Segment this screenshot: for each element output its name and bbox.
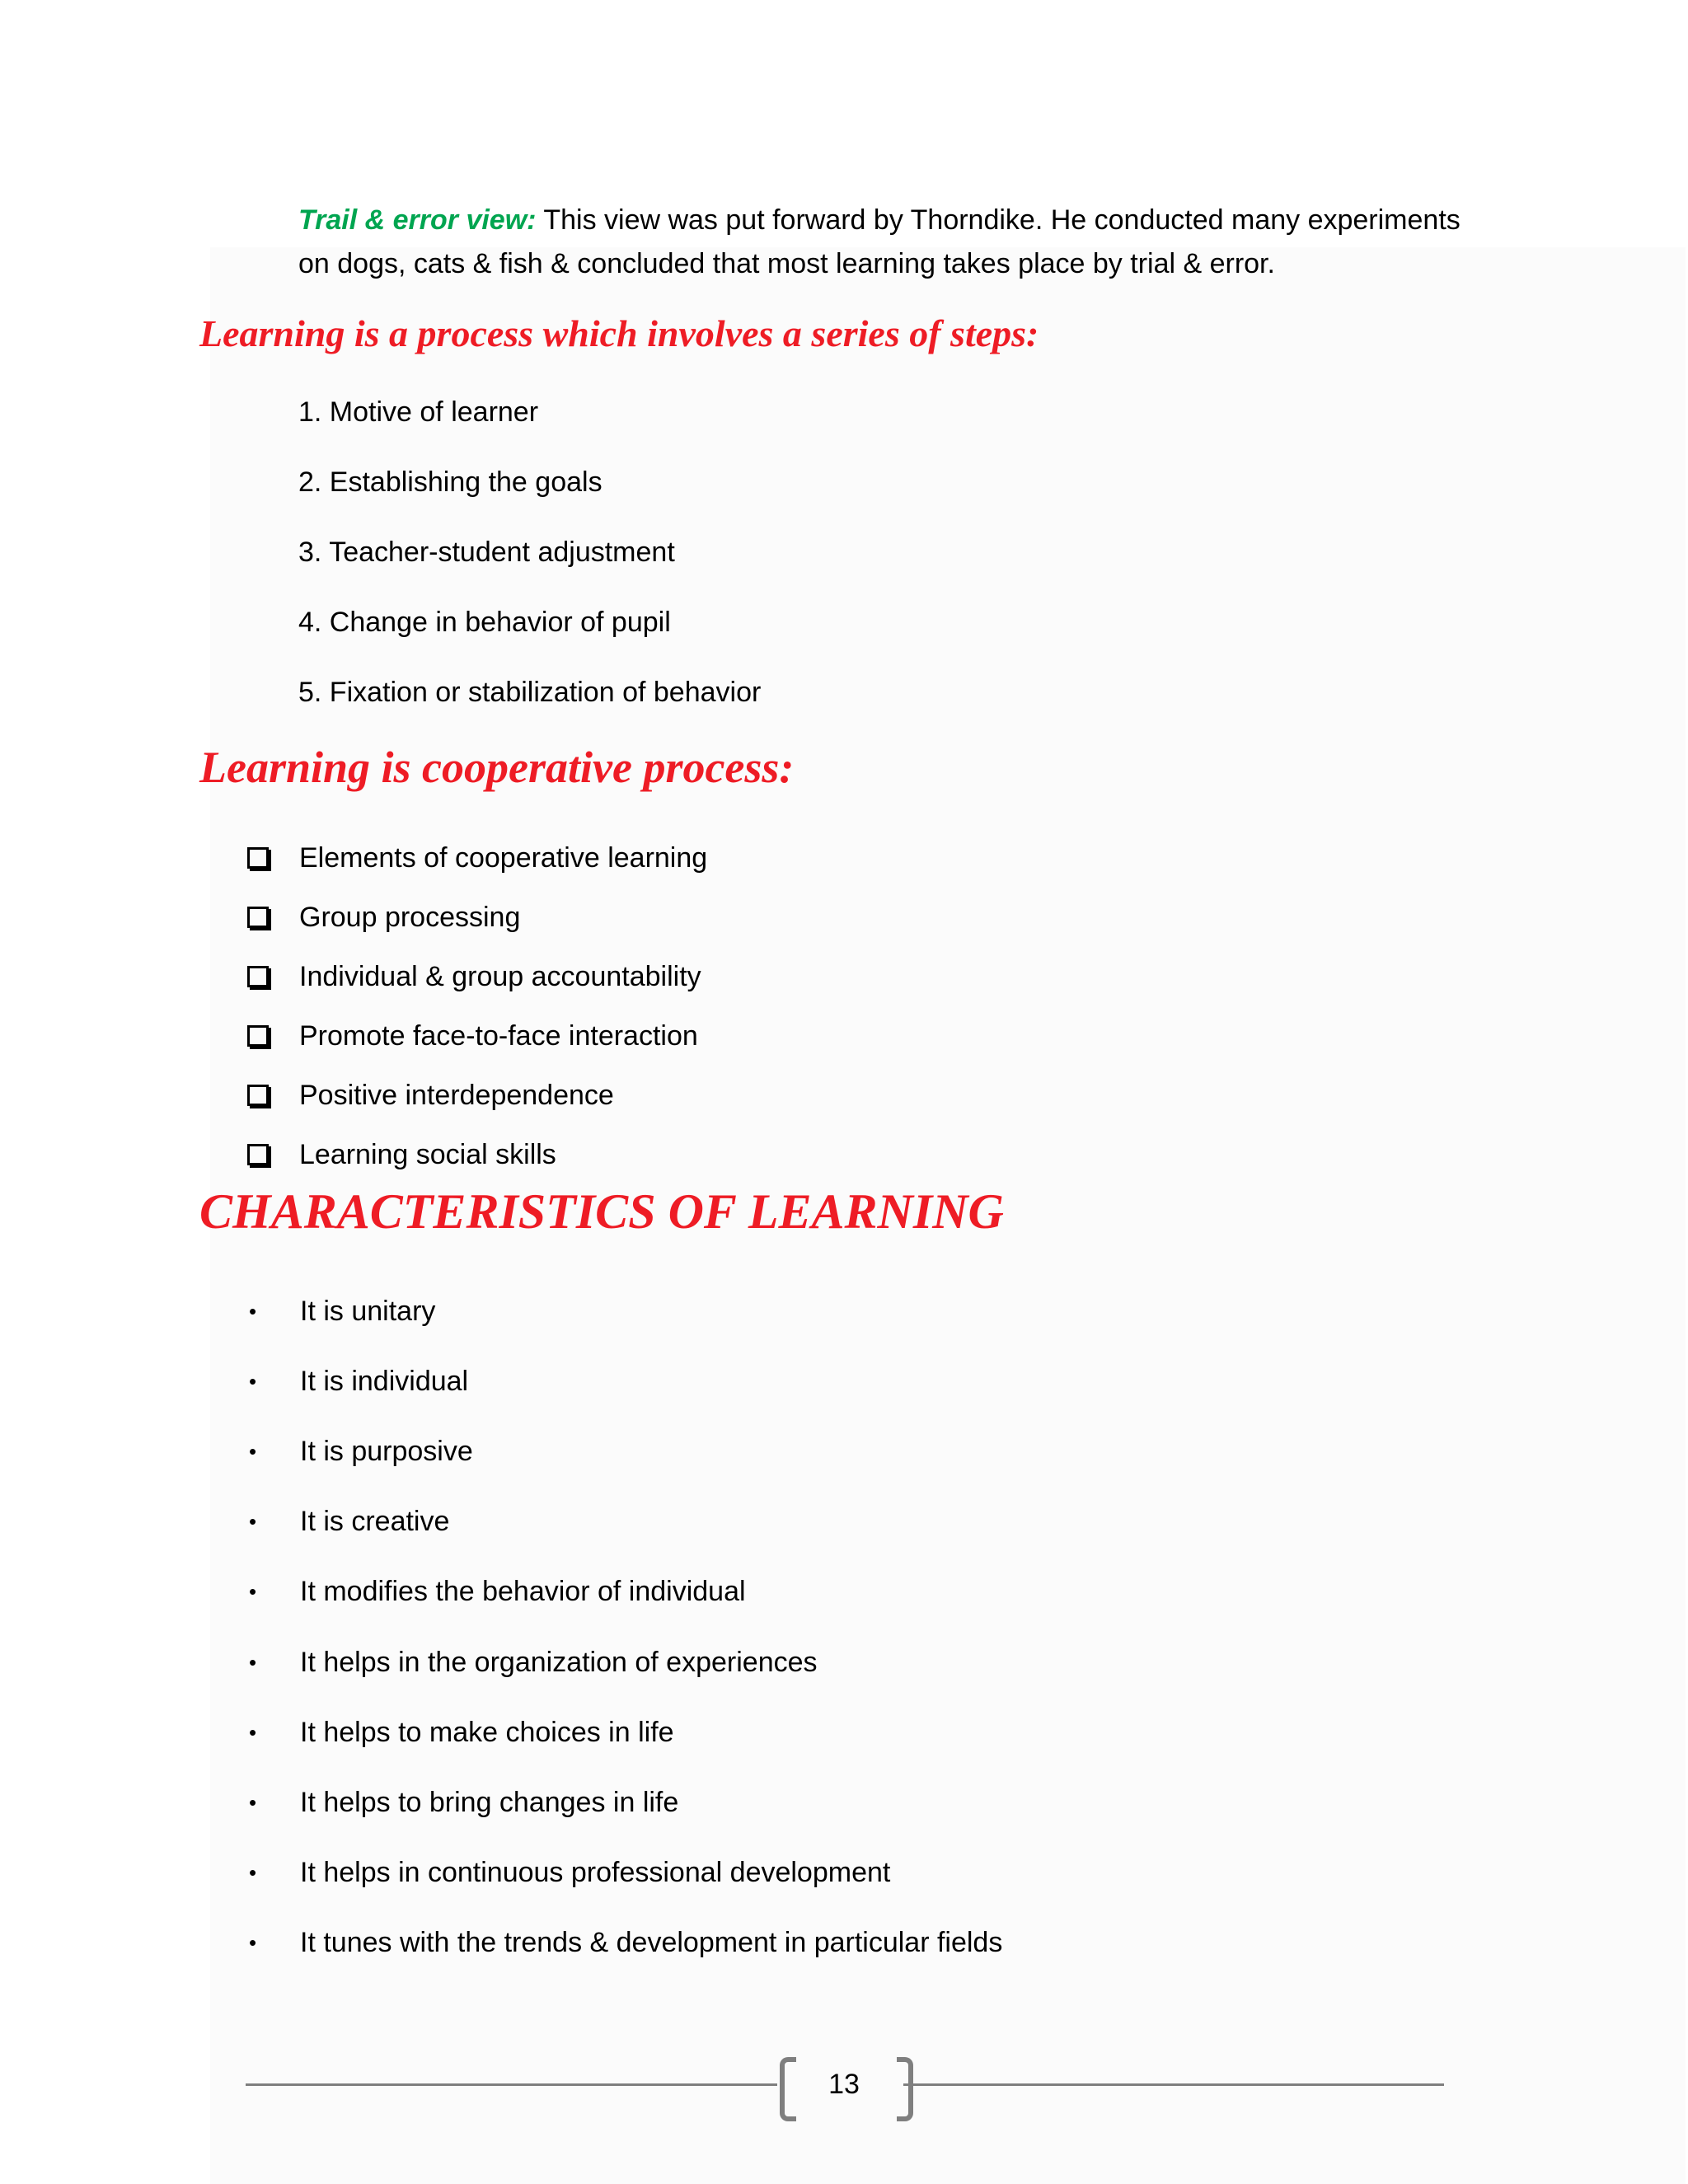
steps-list-item: 5. Fixation or stabilization of behavior [298,677,762,708]
cooperative-heading: Learning is cooperative process: [199,743,795,792]
checkbox-icon [247,1085,269,1106]
characteristics-item-label: It helps to bring changes in life [300,1786,679,1818]
cooperative-list-item [247,828,707,888]
cooperative-item-label: Promote face-to-face interaction [299,1020,698,1052]
cooperative-list-item [247,1125,707,1184]
characteristics-heading: CHARACTERISTICS OF LEARNING [199,1184,1004,1239]
characteristics-item-label: It helps in continuous professional development [300,1857,891,1889]
checkbox-icon [247,966,269,987]
characteristics-item-label: It helps in the organization of experiences [300,1646,818,1678]
characteristics-item-label: It is unitary [300,1295,436,1327]
trial-error-text: This view was put forward by Thorndike. He conducted many experiments on dogs, cats & fish & concluded that most learning takes place by trial & error. [298,204,1461,279]
characteristics-item-label: It modifies the behavior of individual [300,1576,746,1608]
characteristics-list-item [247,1908,1002,1978]
right-bracket-icon [897,2057,913,2121]
bullet-icon: • [249,1509,257,1535]
characteristics-list-item [247,1416,1002,1486]
checkbox-icon [247,1025,269,1047]
bullet-icon: • [249,1438,257,1464]
cooperative-list-item [247,888,707,947]
cooperative-item-label: Group processing [299,902,521,933]
cooperative-list-item [247,947,707,1006]
footer-rule-right [903,2083,1444,2086]
cooperative-item-label: Elements of cooperative learning [299,842,708,874]
cooperative-item-label: Learning social skills [299,1139,556,1170]
cooperative-list-item [247,1006,707,1066]
steps-list-item: 2. Establishing the goals [298,466,603,498]
characteristics-item-label: It tunes with the trends & development in particular fields [300,1927,1003,1959]
characteristics-list-item [247,1487,1002,1557]
steps-heading: Learning is a process which involves a series of steps: [199,312,1039,354]
checkbox-icon [247,907,269,928]
cooperative-item-label: Individual & group accountability [299,961,701,992]
steps-list-item: 4. Change in behavior of pupil [298,607,671,638]
characteristics-item-label: It helps to make choices in life [300,1716,674,1748]
steps-list [298,391,761,742]
characteristics-list-item [247,1697,1002,1767]
characteristics-item-label: It is creative [300,1506,450,1538]
bullet-icon: • [249,1860,257,1886]
bullet-icon: • [249,1719,257,1745]
cooperative-list [247,828,707,1184]
bullet-icon: • [249,1789,257,1815]
steps-list-item: 1. Motive of learner [298,396,539,428]
characteristics-list [247,1276,1002,1978]
trial-error-lead: Trail & error view [298,204,528,236]
bullet-icon: • [249,1298,257,1324]
characteristics-list-item [247,1557,1002,1627]
characteristics-list-item [247,1767,1002,1837]
characteristics-list-item [247,1627,1002,1697]
footer-rule-left [246,2083,777,2086]
checkbox-icon [247,847,269,869]
bullet-icon: • [249,1368,257,1394]
trial-error-paragraph [298,199,1493,286]
page-number: 13 [828,2069,860,2100]
steps-list-item: 3. Teacher-student adjustment [298,537,675,568]
cooperative-list-item [247,1066,707,1125]
characteristics-item-label: It is individual [300,1365,469,1397]
checkbox-icon [247,1144,269,1165]
characteristics-item-label: It is purposive [300,1435,473,1467]
characteristics-list-item [247,1838,1002,1908]
trial-error-colon: : [527,204,537,236]
bullet-icon: • [249,1930,257,1956]
bullet-icon: • [249,1579,257,1605]
cooperative-item-label: Positive interdependence [299,1080,614,1111]
characteristics-list-item [247,1346,1002,1416]
bullet-icon: • [249,1649,257,1675]
characteristics-list-item [247,1276,1002,1346]
